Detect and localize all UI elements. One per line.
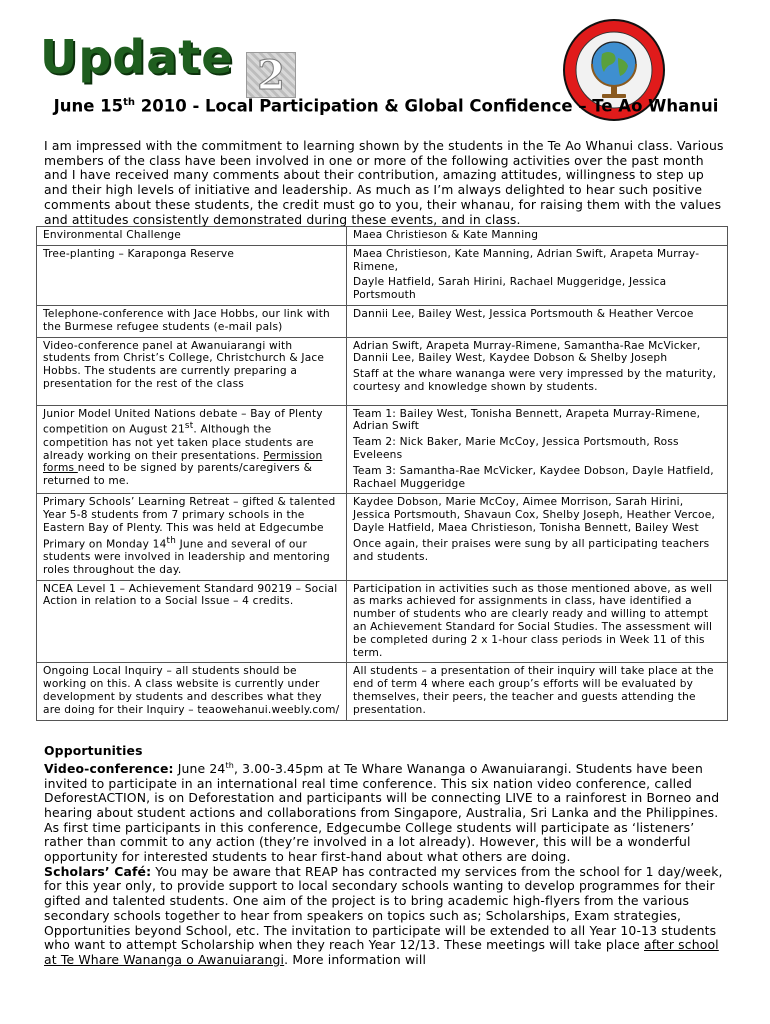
participants-text: Adrian Swift, Arapeta Murray-Rimene, Samantha-Rae McVicker, Dannii Lee, Bailey West, Kaydee Dobson & Shelby Joseph <box>353 339 701 365</box>
participants-cell <box>347 337 728 405</box>
scholars-cafe-label: Scholars’ Café: <box>44 863 152 879</box>
date-suffix: th <box>166 535 177 546</box>
activity-text: need to be signed by parents/caregivers & returned to me. <box>43 462 313 488</box>
participants-text: Maea Christieson, Kate Manning, Adrian Swift, Arapeta Murray-Rimene, <box>353 247 700 273</box>
video-date: June 24 <box>173 760 226 776</box>
participants-cell <box>347 663 728 720</box>
participants-cell <box>347 494 728 580</box>
activity-text: Junior Model United Nations debate – Bay of Plenty competition on August 21 <box>43 407 323 436</box>
team-3: Team 3: Samantha-Rae McVicker, Kaydee Dobson, Dayle Hatfield, Rachael Muggeridge <box>353 464 714 490</box>
participants-text: Participation in activities such as those mentioned above, as well as marks achieved for assignments in class, have identified a number of students who are clearly ready and willing to attempt an Achievement Standard for Social Studies. The assessment will be completed during 2 x 1-hour class periods in Week 11 of this term. <box>353 582 713 659</box>
team-1: Team 1: Bailey West, Tonisha Bennett, Arapeta Murray-Rimene, Adrian Swift <box>353 407 701 433</box>
participants-text: All students – a presentation of their inquiry will take place at the end of term 4 where each group’s efforts will be evaluated by themselves, their peers, the teacher and guests attending the presentation. <box>353 665 714 716</box>
table-row <box>37 227 728 246</box>
video-conference-paragraph <box>44 759 728 865</box>
video-conference-label: Video-conference: <box>44 760 174 776</box>
participants-cell <box>347 305 728 337</box>
scholars-cafe-paragraph <box>44 865 728 968</box>
table-row <box>37 494 728 580</box>
activity-cell: NCEA Level 1 – Achievement Standard 90219 – Social Action in relation to a Social Issue – 4 credits. <box>37 580 347 663</box>
participants-text: Dannii Lee, Bailey West, Jessica Portsmouth & Heather Vercoe <box>353 307 694 320</box>
table-row <box>37 405 728 494</box>
opportunities-section <box>44 744 728 968</box>
activity-cell: Video-conference panel at Awanuiarangi with students from Christ’s College, Christchurch & Jace Hobbs. The students are currently preparing a presentation for the rest of the class <box>37 337 347 405</box>
participants-text: Staff at the whare wananga were very impressed by the maturity, courtesy and knowledge shown by students. <box>353 368 717 393</box>
video-date-suffix: th <box>225 760 234 770</box>
activity-cell: Ongoing Local Inquiry – all students should be working on this. A class website is currently under development by students and describes what they are doing for their Inquiry – teaowehanui.weebly.com/ <box>37 663 347 720</box>
participants-text: Dayle Hatfield, Sarah Hirini, Rachael Muggeridge, Jessica Portsmouth <box>353 276 667 302</box>
title-date-suffix: th <box>123 97 136 108</box>
activity-cell <box>37 405 347 494</box>
team-2: Team 2: Nick Baker, Marie McCoy, Jessica Portsmouth, Ross Eveleens <box>353 436 679 461</box>
title-rest: 2010 - Local Participation & Global Confidence – Te Ao Whanui <box>135 96 719 116</box>
participants-cell <box>347 580 728 663</box>
update-heading: Update <box>40 30 234 84</box>
permission-forms-link[interactable]: Permission forms <box>43 449 323 475</box>
participants-cell <box>347 227 728 246</box>
participants-text: Kaydee Dobson, Marie McCoy, Aimee Morrison, Sarah Hirini, Jessica Portsmouth, Shavaun Cox, Shelby Joseph, Heather Vercoe, Dayle Hatfield, Maea Christieson, Tonisha Bennett, Bailey West <box>353 496 716 534</box>
participants-cell <box>347 245 728 305</box>
activity-cell: Telephone-conference with Jace Hobbs, our link with the Burmese refugee students (e-mail pals) <box>37 305 347 337</box>
table-row <box>37 663 728 720</box>
date-suffix: st <box>184 421 194 432</box>
cafe-location-link[interactable]: after school at Te Whare Wananga o Awanuiarangi <box>44 937 719 967</box>
page-title <box>44 92 728 117</box>
activity-text: June and several of our students were involved in leadership and mentoring roles throughout the day. <box>43 538 330 576</box>
table-row <box>37 245 728 305</box>
cafe-tail: . More information will <box>284 951 427 967</box>
video-text: , 3.00-3.45pm at Te Whare Wananga o Awanuiarangi. Students have been invited to participate in an international real time conference. This six nation video conference, called DeforestACTION, is on Deforestation and participants will be connecting LIVE to a rainforest in Borneo and hearing about student actions and collaborations from Singapore, Australia, Sri Lanka and the Philippines. As first time participants in this conference, Edgecumbe College students will participate as ‘listeners’ rather than commit to any action (they’re involved in a lot already). However, this will be a wonderful opportunity for interested students to hear first-hand about what others are doing. <box>44 760 720 865</box>
participants-text: Once again, their praises were sung by all participating teachers and students. <box>353 537 710 563</box>
opportunities-heading: Opportunities <box>44 743 143 758</box>
table-row <box>37 305 728 337</box>
activities-table <box>36 226 728 721</box>
cafe-text: You may be aware that REAP has contracted my services from the school for 1 day/week, for this year only, to provide support to local secondary schools wanting to develop programmes for their gifted and talented students. One aim of the project is to bring academic high-flyers from the various secondary schools together to hear from speakers on topics such as; Scholarships, Exam strategies, Opportunities beyond School, etc. The invitation to participate will be extended to all Year 10-13 students who want to attempt Scholarship when they reach Year 12/13. These meetings will take place <box>44 863 723 953</box>
intro-paragraph: I am impressed with the commitment to learning shown by the students in the Te Ao Whanui class. Various members of the class have been involved in one or more of the following activities over the past month and I have received many comments about their contribution, amazing attitudes, willingness to step up and their high levels of initiative and leadership. As much as I’m always delighted to hear such positive comments about these students, the credit must go to you, their whanau, for raising them with the values and attitudes consistently demonstrated during these events, and in class. <box>44 138 724 227</box>
table-row <box>37 580 728 663</box>
participants-cell <box>347 405 728 494</box>
activity-cell <box>37 494 347 580</box>
activity-text: . Although the competition has not yet taken place students are already working on their presentations. <box>43 423 314 462</box>
title-date: June 15 <box>53 96 124 116</box>
activity-cell: Environmental Challenge <box>37 227 347 246</box>
activity-text: Primary Schools’ Learning Retreat – gifted & talented Year 5-8 students from 7 primary schools in the Eastern Bay of Plenty. This was held at Edgecumbe Primary on Monday 14 <box>43 496 336 551</box>
activity-cell: Tree-planting – Karaponga Reserve <box>37 245 347 305</box>
participants-text: Maea Christieson & Kate Manning <box>353 229 539 241</box>
table-row <box>37 337 728 405</box>
issue-number: 2 <box>257 51 285 99</box>
